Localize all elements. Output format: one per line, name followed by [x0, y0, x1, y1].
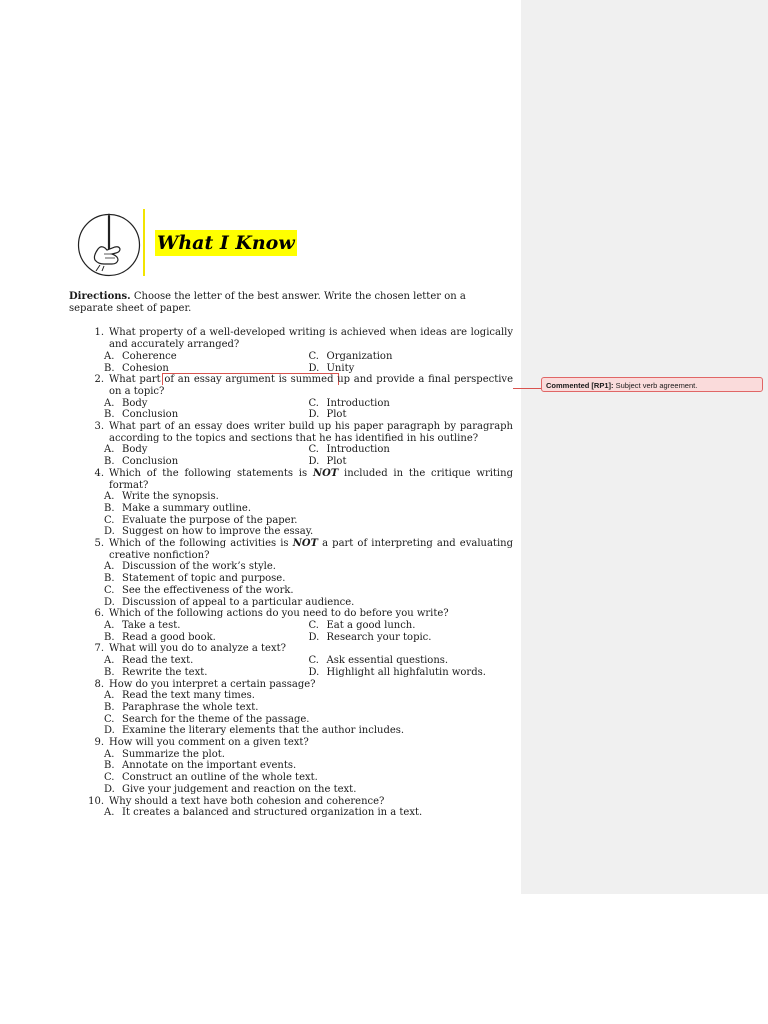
- question-item: [69, 643, 513, 678]
- option-letter: C.: [308, 350, 319, 362]
- option-letter: A.: [104, 491, 115, 503]
- option-text: Make a summary outline.: [122, 502, 252, 514]
- option-text: Construct an outline of the whole text.: [122, 772, 318, 784]
- hand-pencil-icon: [77, 213, 141, 277]
- question-list: [69, 327, 513, 819]
- answer-options: [69, 749, 513, 796]
- comment-pane: [521, 0, 768, 894]
- question-number: 3.: [94, 421, 104, 433]
- option-letter: A.: [104, 619, 115, 631]
- answer-option: [104, 398, 309, 410]
- directions: [69, 291, 513, 314]
- answer-options: [69, 620, 513, 643]
- option-text: Statement of topic and purpose.: [122, 573, 286, 585]
- answer-option: [104, 561, 513, 573]
- answer-option: [309, 667, 514, 679]
- option-text: Paraphrase the whole text.: [122, 701, 259, 713]
- answer-option: [104, 503, 513, 515]
- question-item: [69, 679, 513, 738]
- option-letter: B.: [104, 456, 115, 468]
- answer-option: [309, 409, 514, 421]
- option-letter: A.: [104, 350, 115, 362]
- option-letter: B.: [104, 362, 115, 374]
- answer-option: [104, 667, 309, 679]
- directions-text: Choose the letter of the best answer. Write the chosen letter on a separate sheet of paper.: [69, 291, 466, 314]
- answer-options: [69, 351, 513, 374]
- answer-options: [69, 444, 513, 467]
- option-letter: D.: [104, 596, 115, 608]
- option-text: Conclusion: [122, 456, 179, 468]
- option-text: Organization: [326, 350, 393, 362]
- answer-option: [309, 444, 514, 456]
- option-text: Examine the literary elements that the author includes.: [122, 725, 405, 737]
- answer-option: [104, 526, 513, 538]
- question-text-part: included in the critique writing format?: [109, 467, 513, 491]
- option-text: Body: [122, 397, 148, 409]
- option-letter: B.: [104, 760, 115, 772]
- option-text: Read the text many times.: [122, 690, 255, 702]
- option-text: Read the text.: [122, 655, 194, 667]
- answer-option: [104, 714, 513, 726]
- option-letter: B.: [104, 573, 115, 585]
- question-number: 10.: [88, 795, 104, 807]
- option-text: Annotate on the important events.: [122, 760, 297, 772]
- answer-option: [104, 807, 513, 819]
- answer-option: [104, 456, 309, 468]
- option-text: Coherence: [122, 350, 177, 362]
- question-number: 5.: [94, 538, 104, 550]
- option-letter: B.: [104, 502, 115, 514]
- comment-highlight[interactable]: of an essay argument is summed: [164, 374, 338, 386]
- option-text: Give your judgement and reaction on the text.: [122, 783, 357, 795]
- option-letter: C.: [308, 444, 319, 456]
- option-letter: A.: [104, 397, 115, 409]
- question-text-part: Which of the following activities is: [109, 538, 293, 550]
- question-number: 2.: [94, 374, 104, 386]
- option-text: See the effectiveness of the work.: [122, 584, 294, 596]
- answer-option: [309, 632, 514, 644]
- answer-option: [104, 409, 309, 421]
- option-letter: A.: [104, 807, 115, 819]
- option-letter: A.: [104, 444, 115, 456]
- answer-option: [309, 351, 514, 363]
- question-number: 7.: [94, 643, 104, 655]
- answer-option: [104, 573, 513, 585]
- answer-options: [69, 690, 513, 737]
- answer-option: [104, 760, 513, 772]
- question-item: [69, 796, 513, 819]
- answer-option: [104, 632, 309, 644]
- answer-option: [104, 515, 513, 527]
- answer-options: [69, 655, 513, 678]
- option-text: Unity: [326, 362, 355, 374]
- question-document: [69, 291, 513, 819]
- option-letter: C.: [104, 584, 115, 596]
- option-letter: B.: [104, 409, 115, 421]
- option-text: Discussion of appeal to a particular audience.: [122, 596, 355, 608]
- option-letter: B.: [104, 701, 115, 713]
- answer-options: [69, 807, 513, 819]
- comment-connector: [513, 388, 541, 389]
- question-text: [109, 538, 513, 561]
- question-item: [69, 737, 513, 796]
- comment-label: Commented [RP1]:: [546, 381, 614, 390]
- option-text: Suggest on how to improve the essay.: [122, 526, 314, 538]
- question-text-part: Which of the following statements is: [109, 467, 313, 479]
- option-letter: D.: [308, 362, 320, 374]
- option-text: Search for the theme of the passage.: [122, 713, 310, 725]
- answer-option: [104, 585, 513, 597]
- option-text: Summarize the plot.: [122, 748, 225, 760]
- question-number: 1.: [94, 327, 104, 339]
- option-letter: C.: [308, 655, 319, 667]
- comment-balloon[interactable]: [541, 377, 763, 392]
- question-item: [69, 608, 513, 643]
- option-text: Cohesion: [122, 362, 169, 374]
- option-letter: A.: [104, 748, 115, 760]
- question-text: Which of the following actions do you need to do before you write?: [109, 608, 449, 620]
- answer-option: [104, 597, 513, 609]
- question-text: What part of an essay does writer build up his paper paragraph by paragraph according to the topics and sections that he has identified in his outline?: [109, 421, 513, 444]
- question-item: [69, 327, 513, 374]
- option-text: Highlight all highfalutin words.: [326, 666, 486, 678]
- answer-options: [69, 491, 513, 538]
- question-item: [69, 468, 513, 538]
- emphasis-text: NOT: [312, 467, 339, 479]
- option-letter: D.: [104, 725, 115, 737]
- option-letter: A.: [104, 655, 115, 667]
- answer-option: [104, 620, 309, 632]
- question-text: Why should a text have both cohesion and coherence?: [109, 795, 385, 807]
- answer-option: [309, 456, 514, 468]
- answer-option: [104, 702, 513, 714]
- option-letter: C.: [308, 619, 319, 631]
- option-text: Conclusion: [122, 409, 179, 421]
- option-text: Write the synopsis.: [122, 491, 219, 503]
- option-letter: D.: [104, 783, 115, 795]
- option-text: It creates a balanced and structured organization in a text.: [122, 807, 423, 819]
- answer-option: [104, 351, 309, 363]
- answer-option: [104, 772, 513, 784]
- option-text: Plot: [326, 456, 347, 468]
- question-number: 9.: [94, 737, 104, 749]
- option-letter: C.: [104, 713, 115, 725]
- option-letter: D.: [104, 526, 115, 538]
- question-number: 8.: [94, 678, 104, 690]
- answer-option: [309, 655, 514, 667]
- option-text: Body: [122, 444, 148, 456]
- question-text: [109, 374, 513, 397]
- option-text: Introduction: [326, 444, 390, 456]
- option-text: Plot: [326, 409, 347, 421]
- question-text: How will you comment on a given text?: [109, 737, 309, 749]
- option-letter: D.: [308, 409, 320, 421]
- question-text-part: up and provide a final perspective on a topic?: [109, 374, 514, 397]
- option-letter: D.: [308, 456, 320, 468]
- question-text: What will you do to analyze a text?: [109, 643, 286, 655]
- option-text: Ask essential questions.: [326, 655, 449, 667]
- question-text: What property of a well-developed writing is achieved when ideas are logically and accurately arranged?: [109, 327, 513, 351]
- option-text: Evaluate the purpose of the paper.: [122, 514, 298, 526]
- question-text: [109, 468, 513, 491]
- comment-text: Subject verb agreement.: [615, 381, 698, 390]
- answer-option: [104, 444, 309, 456]
- option-text: Take a test.: [122, 619, 181, 631]
- answer-option: [104, 491, 513, 503]
- answer-option: [104, 655, 309, 667]
- answer-option: [104, 725, 513, 737]
- question-item: [69, 374, 513, 421]
- question-text: How do you interpret a certain passage?: [109, 678, 316, 690]
- option-letter: B.: [104, 631, 115, 643]
- question-text-part: What part: [109, 374, 165, 386]
- question-item: [69, 538, 513, 608]
- option-text: Introduction: [326, 397, 390, 409]
- question-number: 4.: [94, 467, 104, 479]
- option-text: Read a good book.: [122, 631, 216, 643]
- answer-option: [104, 784, 513, 796]
- option-text: Rewrite the text.: [122, 666, 208, 678]
- option-letter: C.: [104, 772, 115, 784]
- answer-option: [309, 620, 514, 632]
- option-letter: C.: [308, 397, 319, 409]
- option-letter: C.: [104, 514, 115, 526]
- option-text: Discussion of the work’s style.: [122, 561, 276, 573]
- section-title: What I Know: [157, 232, 295, 254]
- emphasis-text: NOT: [292, 538, 318, 550]
- answer-option: [309, 398, 514, 410]
- option-letter: B.: [104, 666, 115, 678]
- answer-option: [104, 749, 513, 761]
- option-letter: A.: [104, 690, 115, 702]
- option-letter: D.: [308, 666, 320, 678]
- header-divider: [143, 209, 145, 276]
- answer-option: [309, 363, 514, 375]
- directions-label: Directions.: [69, 291, 131, 302]
- question-item: [69, 421, 513, 468]
- option-letter: D.: [308, 631, 320, 643]
- option-letter: A.: [104, 561, 115, 573]
- option-text: Eat a good lunch.: [326, 619, 416, 631]
- question-text-part: a part of interpreting and evaluating creative nonfiction?: [109, 538, 513, 561]
- answer-option: [104, 690, 513, 702]
- question-number: 6.: [94, 608, 104, 620]
- option-text: Research your topic.: [326, 631, 432, 643]
- answer-options: [69, 398, 513, 421]
- answer-options: [69, 561, 513, 608]
